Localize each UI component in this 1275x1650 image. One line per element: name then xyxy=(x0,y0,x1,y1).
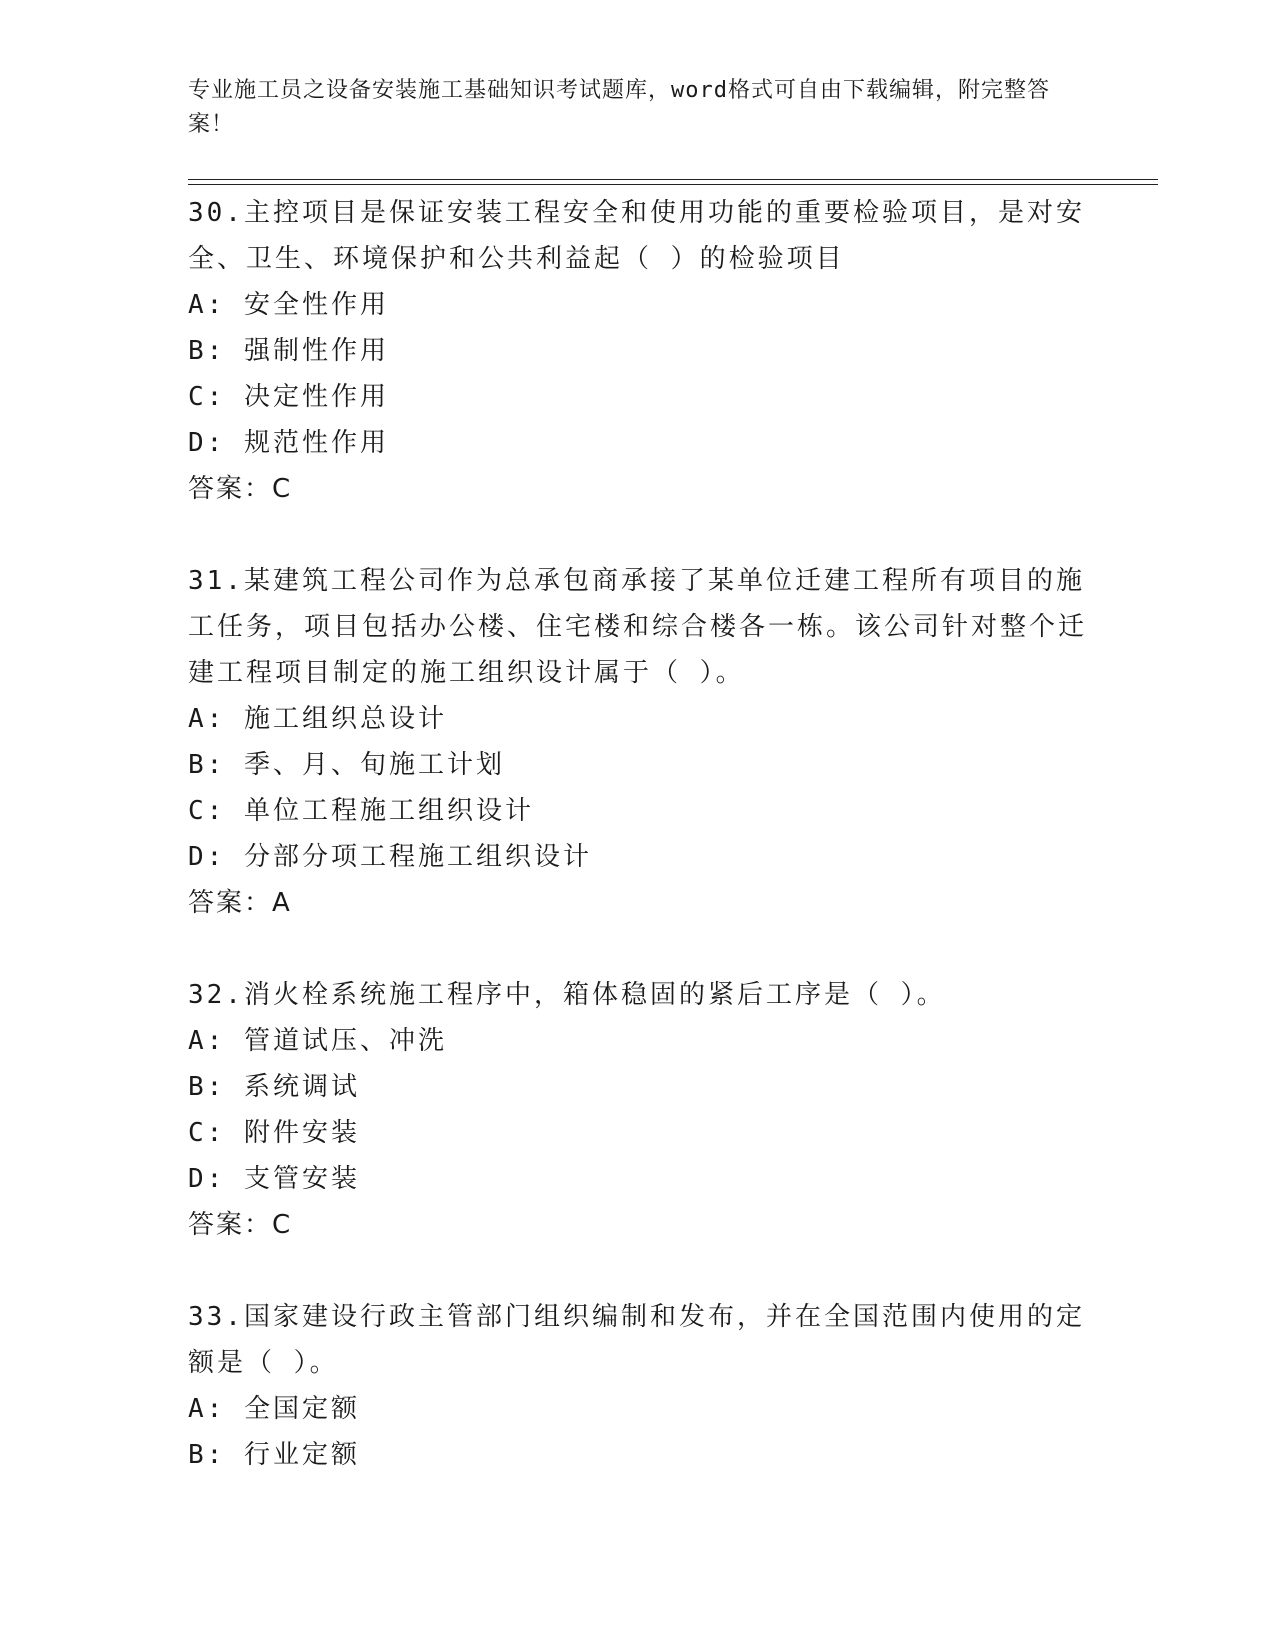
option-d: D: 分部分项工程施工组织设计 xyxy=(188,842,592,872)
question-30 xyxy=(188,190,1088,512)
option-a: A: 施工组织总设计 xyxy=(188,704,447,734)
option-c: C: 单位工程施工组织设计 xyxy=(188,796,534,826)
answer: 答案：C xyxy=(188,474,293,504)
option-c: C: 附件安装 xyxy=(188,1118,360,1148)
header-rule xyxy=(188,179,1158,180)
option-b: B: 系统调试 xyxy=(188,1072,360,1102)
option-b: B: 季、月、旬施工计划 xyxy=(188,750,505,780)
header-rule-secondary xyxy=(188,184,1158,185)
question-stem: 30.主控项目是保证安装工程安全和使用功能的重要检验项目，是对安全、卫生、环境保护和公共利益起（ ）的检验项目 xyxy=(188,198,1085,274)
question-31 xyxy=(188,558,1088,926)
option-a: A: 安全性作用 xyxy=(188,290,389,320)
question-stem: 33.国家建设行政主管部门组织编制和发布，并在全国范围内使用的定额是（ ）。 xyxy=(188,1302,1085,1378)
option-d: D: 支管安装 xyxy=(188,1164,360,1194)
option-c: C: 决定性作用 xyxy=(188,382,389,412)
option-a: A: 全国定额 xyxy=(188,1394,360,1424)
document-page xyxy=(188,0,1158,1650)
option-a: A: 管道试压、冲洗 xyxy=(188,1026,447,1056)
question-list xyxy=(188,190,1088,1524)
question-33 xyxy=(188,1294,1088,1478)
option-b: B: 行业定额 xyxy=(188,1440,360,1470)
option-b: B: 强制性作用 xyxy=(188,336,389,366)
question-stem: 32.消火栓系统施工程序中，箱体稳固的紧后工序是（ ）。 xyxy=(188,980,946,1010)
answer: 答案：A xyxy=(188,888,292,918)
answer: 答案：C xyxy=(188,1210,293,1240)
document-header: 专业施工员之设备安装施工基础知识考试题库，word格式可自由下载编辑，附完整答案！ xyxy=(188,78,1050,137)
option-d: D: 规范性作用 xyxy=(188,428,389,458)
question-32 xyxy=(188,972,1088,1248)
question-stem: 31.某建筑工程公司作为总承包商承接了某单位迁建工程所有项目的施工任务，项目包括办公楼、住宅楼和综合楼各一栋。该公司针对整个迁建工程项目制定的施工组织设计属于（ ）。 xyxy=(188,566,1088,688)
